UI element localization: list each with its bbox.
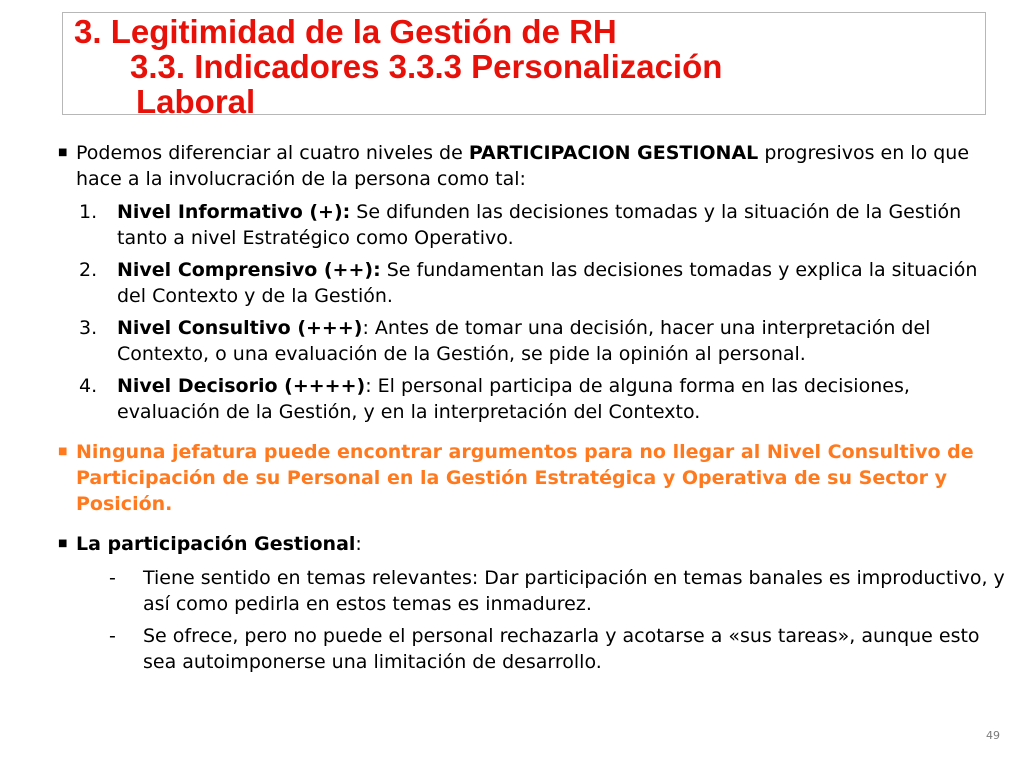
participation-bullet: ■ La participación Gestional: xyxy=(58,533,362,555)
bullet-square-icon: ■ xyxy=(58,446,68,457)
levels-list xyxy=(56,199,1006,425)
participation-list xyxy=(56,565,1006,675)
participation-item: - Tiene sentido en temas relevantes: Dar participación en temas banales es improductivo, y así como pedirla en estos temas es inmadurez. xyxy=(109,567,1005,615)
slide-body xyxy=(56,140,1006,681)
bullet-square-icon: ■ xyxy=(58,147,68,158)
level-item: 3. Nivel Consultivo (+++): Antes de tomar una decisión, hacer una interpretación del Contexto, o una evaluación de la Gestión, se pide la opinión al personal. xyxy=(79,317,931,365)
page-number: 49 xyxy=(986,729,1000,742)
intro-bullet: ■ Podemos diferenciar al cuatro niveles de PARTICIPACION GESTIONAL progresivos en lo que hace a la involucración de la persona como tal: xyxy=(58,142,970,190)
level-item: 1. Nivel Informativo (+): Se difunden las decisiones tomadas y la situación de la Gestión tanto a nivel Estratégico como Operativo. xyxy=(79,201,962,249)
participation-item: - Se ofrece, pero no puede el personal rechazarla y acotarse a «sus tareas», aunque esto sea autoimponerse una limitación de desarrollo. xyxy=(109,625,980,673)
bullet-square-icon: ■ xyxy=(58,538,68,549)
level-item: 4. Nivel Decisorio (++++): El personal participa de alguna forma en las decisiones, evaluación de la Gestión, y en la interpretación del Contexto. xyxy=(79,375,910,423)
level-item: 2. Nivel Comprensivo (++): Se fundamentan las decisiones tomadas y explica la situación del Contexto y de la Gestión. xyxy=(79,259,978,307)
title-line-3: Laboral xyxy=(136,83,256,120)
slide-title xyxy=(74,14,722,119)
title-line-2: 3.3. Indicadores 3.3.3 Personalización xyxy=(130,48,723,85)
title-line-1: 3. Legitimidad de la Gestión de RH xyxy=(74,13,617,50)
highlight-bullet: ■ Ninguna jefatura puede encontrar argumentos para no llegar al Nivel Consultivo de Participación de su Personal en la Gestión Estratégica y Operativa de su Sector y Posición. xyxy=(58,441,974,515)
